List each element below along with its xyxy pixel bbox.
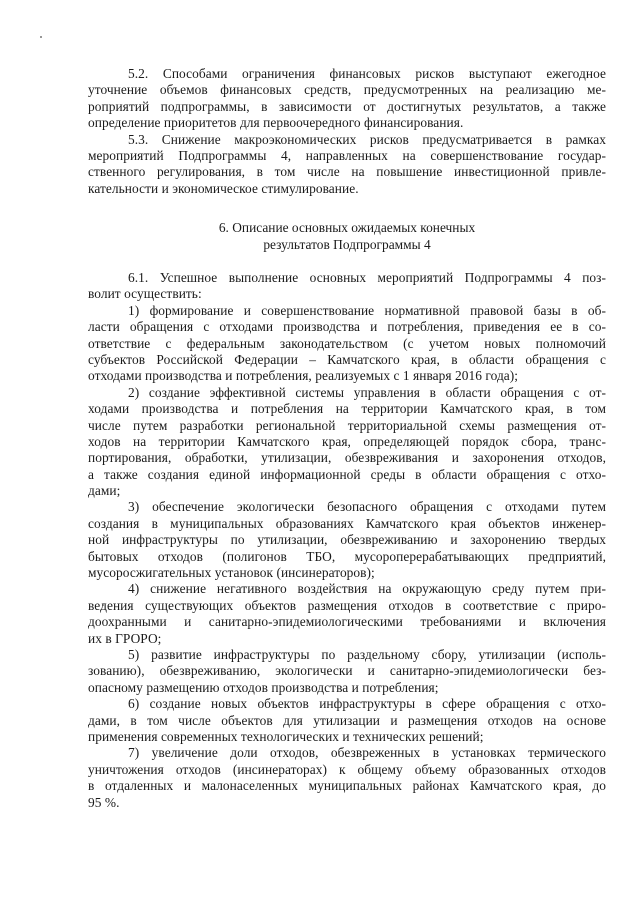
paragraph-line: 1) формирование и совершенствование нормативной правовой базы в об- bbox=[128, 302, 606, 318]
paragraph-line: уточнение объемов финансовых средств, предусмотренных на реализацию ме- bbox=[88, 82, 606, 98]
paragraph-line: ной инфраструктуры по утилизации, обезвреживанию и захоронению твердых bbox=[88, 532, 606, 548]
paragraph-line: 6) создание новых объектов инфраструктуры в сфере обращения с отхо- bbox=[128, 696, 606, 712]
paragraph-line: определение приоритетов для первоочередного финансирования. bbox=[88, 115, 464, 131]
paragraph-line: создания в муниципальных образованиях Камчатского края объектов инженер- bbox=[88, 515, 606, 531]
paragraph-line: ответствие с федеральным законодательством (с учетом новых полномочий bbox=[88, 335, 606, 351]
paragraph-line: 5.2. Способами ограничения финансовых рисков выступают ежегодное bbox=[128, 66, 606, 81]
paragraph-line: субъектов Российской Федерации – Камчатского края, в области обращения с bbox=[88, 351, 606, 367]
paragraph-line: 6.1. Успешное выполнение основных мероприятий Подпрограммы 4 поз- bbox=[128, 270, 606, 285]
paragraph-line: ственного регулирования, в том числе на повышение инвестиционной привле- bbox=[88, 164, 606, 180]
paragraph-line: 4) снижение негативного воздействия на окружающую среду путем при- bbox=[128, 581, 606, 597]
paragraph-line: 2) создание эффективной системы управления в области обращения с от- bbox=[128, 384, 606, 400]
paragraph-line: опасному размещению отходов производства и потребления; bbox=[88, 679, 439, 695]
paragraph-line: ведения существующих объектов размещения отходов в соответствие с приро- bbox=[88, 597, 606, 613]
paragraph-line: ходами производства и потребления на территории Камчатского края, в том bbox=[88, 401, 606, 417]
paragraph-line: дами, в том числе объектов для утилизации и размещения отходов на основе bbox=[88, 712, 606, 728]
section-6-text bbox=[88, 270, 606, 811]
paragraph-line: ласти обращения с отходами производства и потребления, приведения ее в со- bbox=[88, 319, 606, 335]
paragraph-line: 5.3. Снижение макроэкономических рисков предусматривается в рамках bbox=[128, 131, 606, 147]
paragraph-line: 3) обеспечение экологически безопасного обращения с отходами путем bbox=[128, 499, 606, 515]
paragraph-line: а также создания единой информационной среды в области обращения с отхо- bbox=[88, 466, 606, 482]
heading-line: результатов Подпрограммы 4 bbox=[263, 236, 431, 252]
heading-line: 6. Описание основных ожидаемых конечных bbox=[218, 220, 476, 235]
paragraph-line: уничтожения отходов (инсинераторах) к общему объему образованных отходов bbox=[88, 761, 606, 777]
paragraph-line: портирования, обработки, утилизации, обезвреживания и захоронения отходов, bbox=[88, 450, 606, 466]
paragraph-line: роприятий подпрограммы, в зависимости от достигнутых результатов, а также bbox=[88, 98, 606, 114]
paragraph-line: 5) развитие инфраструктуры по раздельному сбору, утилизации (исполь- bbox=[128, 646, 606, 662]
paragraph-line: кательности и экономическое стимулирование. bbox=[88, 180, 359, 196]
paragraph-line: применения современных технологических и технических решений; bbox=[88, 728, 484, 744]
paragraph-line: дами; bbox=[88, 483, 121, 499]
paragraph-line: 95 %. bbox=[88, 794, 120, 810]
paragraph-line: в отдаленных и малонаселенных муниципальных районах Камчатского края, до bbox=[88, 778, 606, 794]
paragraph-line: 7) увеличение доли отходов, обезвреженных в установках термического bbox=[128, 745, 606, 761]
paragraph-line: зованию), обезвреживанию, экологически и санитарно-эпидемиологически без- bbox=[88, 663, 606, 679]
paragraph-line: ходов на территории Камчатского края, определяющей порядок сбора, транс- bbox=[88, 433, 606, 449]
paragraph-line: их в ГРОРО; bbox=[88, 630, 162, 646]
paragraph-line: бытовых отходов (полигонов ТБО, мусороперерабатывающих предприятий, bbox=[88, 548, 606, 564]
paragraph-line: числе путем разработки региональной территориальной схемы размещения от- bbox=[88, 417, 606, 433]
section-heading bbox=[88, 220, 606, 253]
paragraph-line: мероприятий Подпрограммы 4, направленных на совершенствование государ- bbox=[88, 147, 606, 163]
paragraph-line: отходами производства и потребления, реализуемых с 1 января 2016 года); bbox=[88, 368, 519, 384]
section-5-text bbox=[88, 66, 606, 197]
paragraph-line: доохранными и санитарно-эпидемиологическими требованиями и включения bbox=[88, 614, 606, 630]
scan-speck bbox=[40, 36, 42, 38]
paragraph-line: волит осуществить: bbox=[88, 286, 202, 302]
paragraph-line: мусоросжигательных установок (инсинераторов); bbox=[88, 565, 375, 581]
